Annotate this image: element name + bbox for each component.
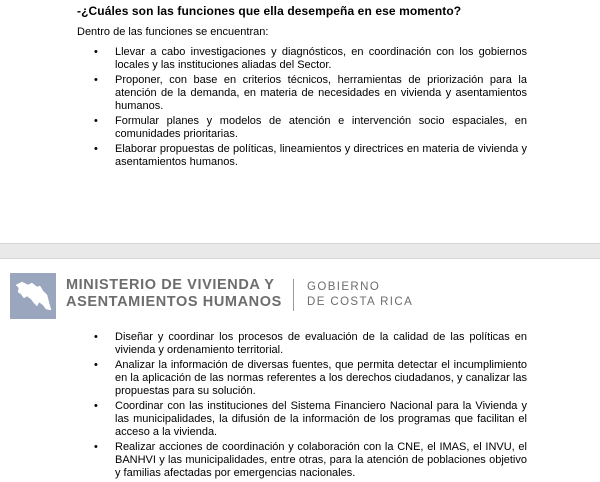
bullet-icon: •: [94, 143, 98, 155]
list-item-text: Proponer, con base en criterios técnicos, herramientas de priorización para la atención de la demanda, en materia de necesidades en vivienda y asentamientos humanos.: [115, 74, 527, 112]
list-item: [90, 441, 527, 480]
bullet-icon: •: [94, 400, 98, 412]
government-name: [307, 280, 413, 310]
bullet-icon: •: [94, 115, 98, 127]
list-item-text: Realizar acciones de coordinación y colaboración con la CNE, el IMAS, el INVU, el BANHVI y las municipalidades, entre otras, para la atención de poblaciones objetivo y familias afectadas por emergencias nacionales.: [115, 441, 527, 479]
document-page-2: [0, 258, 600, 482]
list-item: [90, 331, 527, 357]
bullet-icon: •: [94, 46, 98, 58]
list-item: [90, 143, 527, 169]
intro-text: Dentro de las funciones se encuentran:: [77, 26, 269, 38]
header-divider: [293, 279, 294, 311]
costa-rica-map-icon: [10, 273, 56, 319]
bullet-icon: •: [94, 359, 98, 371]
question-heading: -¿Cuáles son las funciones que ella desempeña en ese momento?: [77, 4, 462, 18]
list-item-text: Llevar a cabo investigaciones y diagnósticos, en coordinación con los gobiernos locales y las instituciones aliadas del Sector.: [115, 46, 527, 71]
list-item-text: Formular planes y modelos de atención e intervención socio espaciales, en comunidades prioritarias.: [115, 115, 527, 140]
list-item: [90, 74, 527, 113]
functions-list: [90, 46, 527, 171]
list-item: [90, 46, 527, 72]
gov-line-2: DE COSTA RICA: [307, 296, 414, 308]
ministry-name: [66, 277, 282, 311]
bullet-icon: •: [94, 74, 98, 86]
list-item-text: Analizar la información de diversas fuentes, que permita detectar el incumplimiento en la aplicación de las normas referentes a los derechos ciudadanos, y canalizar las propuestas para su solución.: [115, 359, 527, 397]
ministry-line-2: ASENTAMIENTOS HUMANOS: [66, 294, 282, 310]
bullet-icon: •: [94, 441, 98, 453]
list-item-text: Coordinar con las instituciones del Sistema Financiero Nacional para la Vivienda y las municipalidades, la difusión de la información de los programas que facilitan el acceso a la vivienda.: [115, 400, 527, 438]
functions-list-continued: [90, 331, 527, 482]
list-item: [90, 359, 527, 398]
list-item: [90, 115, 527, 141]
ministry-line-1: MINISTERIO DE VIVIENDA Y: [66, 277, 275, 293]
bullet-icon: •: [94, 331, 98, 343]
list-item: [90, 400, 527, 439]
gov-line-1: GOBIERNO: [307, 281, 381, 293]
list-item-text: Elaborar propuestas de políticas, lineamientos y directrices en materia de vivienda y asentamientos humanos.: [115, 143, 527, 168]
list-item-text: Diseñar y coordinar los procesos de evaluación de la calidad de las políticas en vivienda y ordenamiento territorial.: [115, 331, 527, 356]
